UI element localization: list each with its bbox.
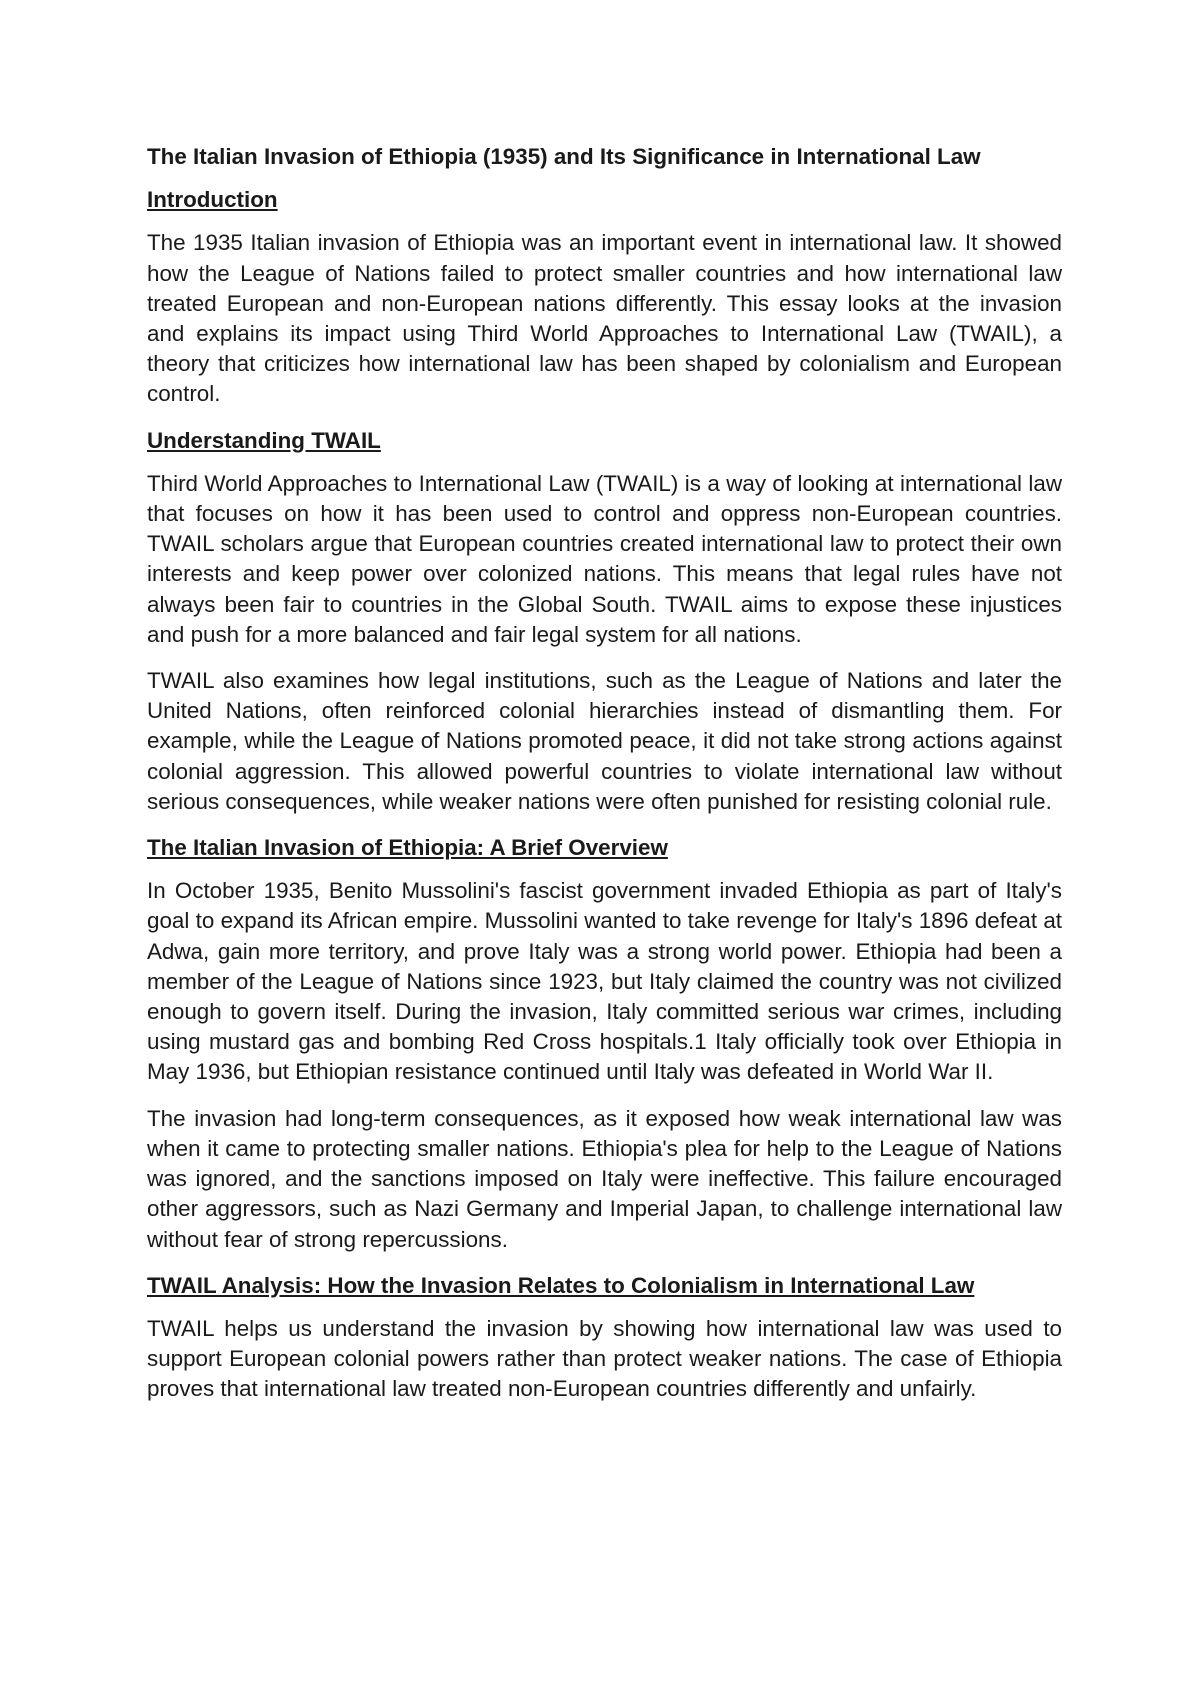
section-heading: Introduction [147, 187, 278, 213]
section-introduction [147, 185, 1062, 409]
section-twail-analysis [147, 1271, 1062, 1405]
paragraph: Third World Approaches to International Law (TWAIL) is a way of looking at international law that focuses on how it has been used to control and oppress non-European countries. TWAIL scholars argue that European countries created international law to protect their own interests and keep power over colonized nations. This means that legal rules have not always been fair to countries in the Global South. TWAIL aims to expose these injustices and push for a more balanced and fair legal system for all nations. [147, 470, 1062, 647]
paragraph: In October 1935, Benito Mussolini's fascist government invaded Ethiopia as part of Italy's goal to expand its African empire. Mussolini wanted to take revenge for Italy's 1896 defeat at Adwa, gain more territory, and prove Italy was a strong world power. Ethiopia had been a member of the League of Nations since 1923, but Italy claimed the country was not civilized enough to govern itself. During the invasion, Italy committed serious war crimes, including using mustard gas and bombing Red Cross hospitals.1 Italy officially took over Ethiopia in May 1936, but Ethiopian resistance continued until Italy was defeated in World War II. [147, 878, 1062, 1085]
section-heading: TWAIL Analysis: How the Invasion Relates to Colonialism in International Law [147, 1272, 975, 1298]
paragraph: The invasion had long-term consequences, as it exposed how weak international law was when it came to protecting smaller nations. Ethiopia's plea for help to the League of Nations was ignored, and the sanctions imposed on Italy were ineffective. This failure encouraged other aggressors, such as Nazi Germany and Imperial Japan, to challenge international law without fear of strong repercussions. [147, 1105, 1062, 1252]
paragraph: TWAIL helps us understand the invasion by showing how international law was used to support European colonial powers rather than protect weaker nations. The case of Ethiopia proves that international law treated non-European countries differently and unfairly. [147, 1315, 1062, 1402]
section-invasion-overview [147, 833, 1062, 1255]
document-page [147, 142, 1062, 1421]
paragraph: The 1935 Italian invasion of Ethiopia was an important event in international law. It showed how the League of Nations failed to protect smaller countries and how international law treated European and non-European nations differently. This essay looks at the invasion and explains its impact using Third World Approaches to International Law (TWAIL), a theory that criticizes how international law has been shaped by colonialism and European control. [147, 230, 1062, 407]
section-heading: Understanding TWAIL [147, 427, 381, 453]
section-understanding-twail [147, 426, 1062, 817]
paragraph: TWAIL also examines how legal institutions, such as the League of Nations and later the United Nations, often reinforced colonial hierarchies instead of dismantling them. For example, while the League of Nations promoted peace, it did not take strong actions against colonial aggression. This allowed powerful countries to violate international law without serious consequences, while weaker nations were often punished for resisting colonial rule. [147, 668, 1062, 814]
section-heading: The Italian Invasion of Ethiopia: A Brief Overview [147, 835, 668, 861]
document-title: The Italian Invasion of Ethiopia (1935) and Its Significance in International Law [147, 144, 981, 169]
